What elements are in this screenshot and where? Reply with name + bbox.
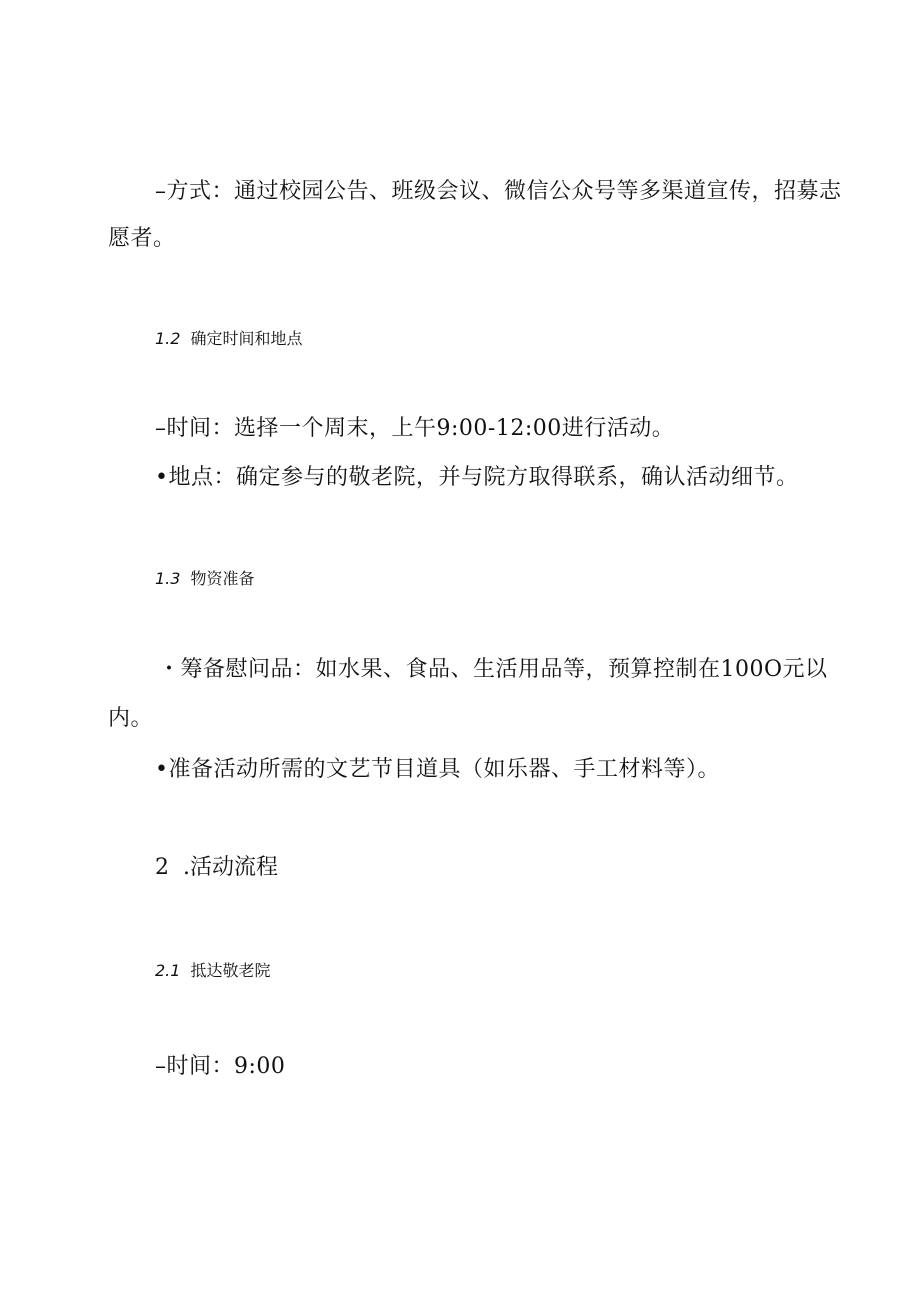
section-1-2-heading [155, 328, 302, 350]
section-title: .活动流程 [183, 855, 278, 880]
section-title: 确定时间和地点 [190, 329, 303, 348]
section-number: 1.2 [155, 329, 181, 348]
section-number: 2 [155, 855, 169, 880]
props-line: •准备活动所需的文艺节目道具（如乐器、手工材料等）。 [155, 757, 720, 782]
section-2-heading [155, 854, 278, 882]
section-number: 2.1 [155, 961, 181, 980]
supplies-line-2: 内。 [108, 706, 154, 731]
place-line: •地点：确定参与的敬老院，并与院方取得联系，确认活动细节。 [155, 465, 799, 490]
supplies-line-1: ・筹备慰问品：如水果、食品、生活用品等，预算控制在100O元以 [158, 657, 828, 682]
arrive-time-line: –时间：9:00 [155, 1054, 286, 1079]
method-line-1: –方式：通过校园公告、班级会议、微信公众号等多渠道宣传，招募志 [155, 179, 842, 204]
section-2-1-heading [155, 960, 270, 982]
section-title: 物资准备 [190, 569, 255, 588]
time-line: –时间：选择一个周末，上午9:00-12:00进行活动。 [155, 416, 675, 441]
section-number: 1.3 [155, 569, 181, 588]
section-1-3-heading [155, 568, 254, 590]
method-line-2: 愿者。 [108, 226, 176, 251]
section-title: 抵达敬老院 [190, 961, 271, 980]
